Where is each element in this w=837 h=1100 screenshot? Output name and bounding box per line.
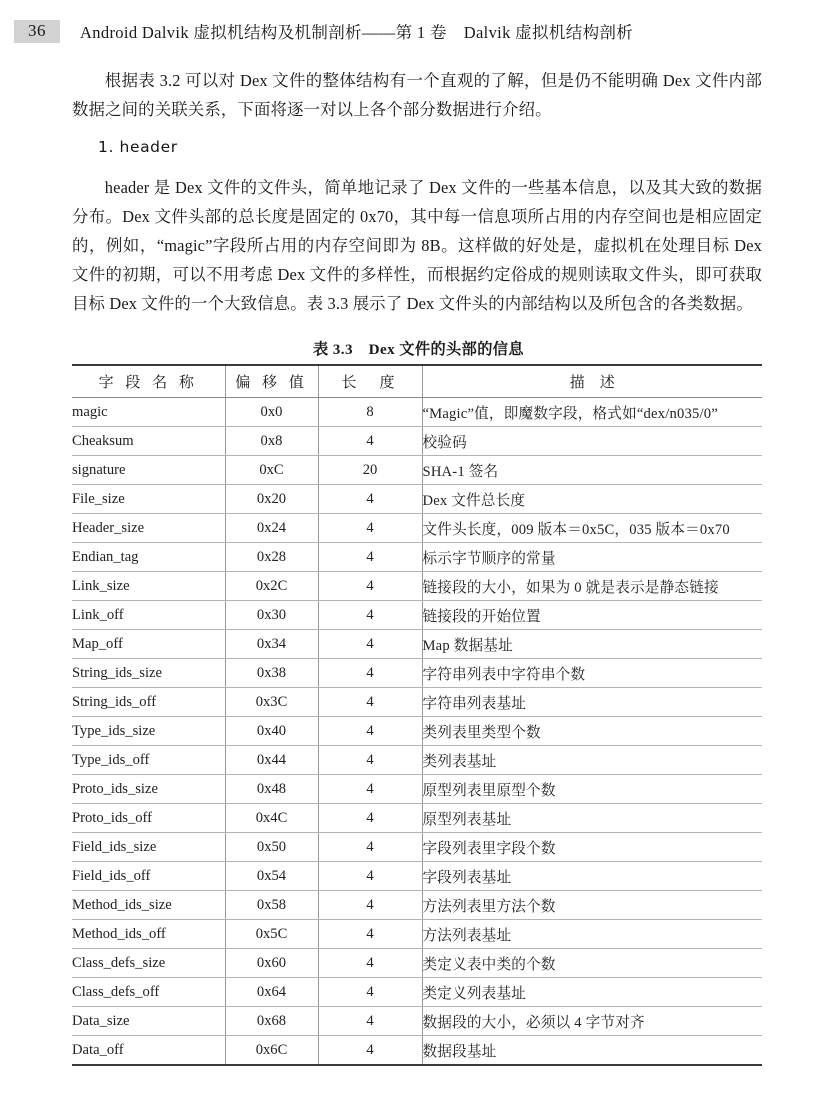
cell-desc: 原型列表里原型个数 [422,775,762,804]
cell-field: String_ids_off [72,688,225,717]
cell-len: 4 [318,601,422,630]
table-row [72,398,762,427]
cell-desc: 方法列表里方法个数 [422,891,762,920]
cell-field: String_ids_size [72,659,225,688]
table-row [72,572,762,601]
cell-desc: 数据段的大小，必须以 4 字节对齐 [422,1007,762,1036]
table-row [72,485,762,514]
cell-len: 4 [318,1036,422,1066]
cell-off: 0x3C [225,688,318,717]
cell-desc: 方法列表基址 [422,920,762,949]
cell-off: 0x54 [225,862,318,891]
cell-len: 4 [318,688,422,717]
table-row [72,804,762,833]
cell-len: 4 [318,427,422,456]
cell-len: 4 [318,659,422,688]
cell-field: Link_off [72,601,225,630]
cell-len: 4 [318,572,422,601]
cell-len: 4 [318,630,422,659]
cell-field: Type_ids_off [72,746,225,775]
table-row [72,601,762,630]
cell-desc: 链接段的大小，如果为 0 就是表示是静态链接 [422,572,762,601]
table-container [72,364,762,1066]
cell-len: 4 [318,949,422,978]
cell-len: 4 [318,717,422,746]
subheading-header: 1. header [98,138,178,156]
cell-desc: Map 数据基址 [422,630,762,659]
cell-len: 4 [318,775,422,804]
cell-desc: 类定义列表基址 [422,978,762,1007]
cell-desc: 文件头长度，009 版本＝0x5C，035 版本＝0x70 [422,514,762,543]
cell-desc: “Magic”值，即魔数字段，格式如“dex/n035/0” [422,398,762,427]
cell-off: 0x5C [225,920,318,949]
cell-desc: 字段列表里字段个数 [422,833,762,862]
table-row [72,746,762,775]
table-row [72,891,762,920]
cell-desc: 字符串列表基址 [422,688,762,717]
cell-off: 0x20 [225,485,318,514]
cell-len: 8 [318,398,422,427]
cell-desc: 字段列表基址 [422,862,762,891]
cell-off: 0x34 [225,630,318,659]
cell-field: Class_defs_size [72,949,225,978]
cell-field: Link_size [72,572,225,601]
table-row [72,630,762,659]
cell-desc: 字符串列表中字符串个数 [422,659,762,688]
table-row [72,978,762,1007]
cell-field: Method_ids_size [72,891,225,920]
table-head [72,365,762,398]
cell-off: 0x38 [225,659,318,688]
cell-field: File_size [72,485,225,514]
cell-field: Data_off [72,1036,225,1066]
cell-len: 4 [318,1007,422,1036]
table-header-row [72,365,762,398]
cell-off: 0x58 [225,891,318,920]
cell-len: 4 [318,804,422,833]
cell-off: 0xC [225,456,318,485]
cell-desc: 类列表基址 [422,746,762,775]
column-header-length: 长 度 [318,365,422,398]
table-body [72,398,762,1066]
cell-len: 4 [318,746,422,775]
cell-field: Data_size [72,1007,225,1036]
running-head-title: Android Dalvik 虚拟机结构及机制剖析——第 1 卷 Dalvik 虚拟机结构剖析 [80,23,634,42]
cell-off: 0x24 [225,514,318,543]
cell-desc: 类定义表中类的个数 [422,949,762,978]
cell-len: 4 [318,485,422,514]
cell-len: 4 [318,833,422,862]
cell-desc: 原型列表基址 [422,804,762,833]
cell-field: Cheaksum [72,427,225,456]
running-head [0,14,837,48]
column-header-offset: 偏 移 值 [225,365,318,398]
cell-off: 0x40 [225,717,318,746]
page-number: 36 [14,20,60,43]
table-row [72,949,762,978]
dex-header-table [72,364,762,1066]
table-row [72,862,762,891]
table-row [72,456,762,485]
cell-field: Field_ids_size [72,833,225,862]
cell-field: Method_ids_off [72,920,225,949]
cell-len: 4 [318,920,422,949]
cell-desc: 链接段的开始位置 [422,601,762,630]
table-row [72,427,762,456]
table-row [72,920,762,949]
cell-field: Endian_tag [72,543,225,572]
cell-desc: 类列表里类型个数 [422,717,762,746]
table-row [72,543,762,572]
cell-field: Field_ids_off [72,862,225,891]
cell-field: Map_off [72,630,225,659]
cell-field: Class_defs_off [72,978,225,1007]
cell-field: Proto_ids_size [72,775,225,804]
cell-off: 0x4C [225,804,318,833]
cell-field: signature [72,456,225,485]
cell-desc: 数据段基址 [422,1036,762,1066]
cell-desc: SHA-1 签名 [422,456,762,485]
column-header-field: 字 段 名 称 [72,365,225,398]
cell-off: 0x64 [225,978,318,1007]
table-row [72,688,762,717]
paragraph-header-description: header 是 Dex 文件的文件头，简单地记录了 Dex 文件的一些基本信息，以及其大致的数据分布。Dex 文件头部的总长度是固定的 0x70，其中每一信息项所占用的内存空间也是相应固定的，例如，“magic”字段所占用的内存空间即为 8B。这样做的好处是，虚拟机在处理目标 Dex 文件的初期，可以不用考虑 Dex 文件的多样性，而根据约定俗成的规则读取文件头，即可获取目标 Dex 文件的一个大致信息。表 3.3 展示了 Dex 文件头的内部结构以及所包含的各类数据。 [72,178,762,313]
cell-len: 4 [318,978,422,1007]
cell-off: 0x6C [225,1036,318,1066]
table-caption: 表 3.3 Dex 文件的头部的信息 [313,341,524,358]
cell-off: 0x28 [225,543,318,572]
cell-desc: 标示字节顺序的常量 [422,543,762,572]
cell-len: 4 [318,862,422,891]
cell-len: 20 [318,456,422,485]
cell-field: Header_size [72,514,225,543]
table-row [72,833,762,862]
cell-field: Proto_ids_off [72,804,225,833]
cell-desc: Dex 文件总长度 [422,485,762,514]
table-row [72,659,762,688]
cell-off: 0x2C [225,572,318,601]
table-row [72,1036,762,1066]
cell-off: 0x68 [225,1007,318,1036]
cell-off: 0x0 [225,398,318,427]
cell-off: 0x48 [225,775,318,804]
cell-off: 0x60 [225,949,318,978]
cell-off: 0x44 [225,746,318,775]
column-header-description: 描 述 [422,365,762,398]
cell-off: 0x8 [225,427,318,456]
cell-off: 0x50 [225,833,318,862]
paragraph-intro: 根据表 3.2 可以对 Dex 文件的整体结构有一个直观的了解，但是仍不能明确 Dex 文件内部数据之间的关联关系，下面将逐一对以上各个部分数据进行介绍。 [72,71,762,119]
table-row [72,514,762,543]
table-row [72,717,762,746]
cell-desc: 校验码 [422,427,762,456]
cell-off: 0x30 [225,601,318,630]
cell-len: 4 [318,514,422,543]
table-row [72,775,762,804]
cell-field: magic [72,398,225,427]
cell-field: Type_ids_size [72,717,225,746]
table-row [72,1007,762,1036]
cell-len: 4 [318,543,422,572]
cell-len: 4 [318,891,422,920]
